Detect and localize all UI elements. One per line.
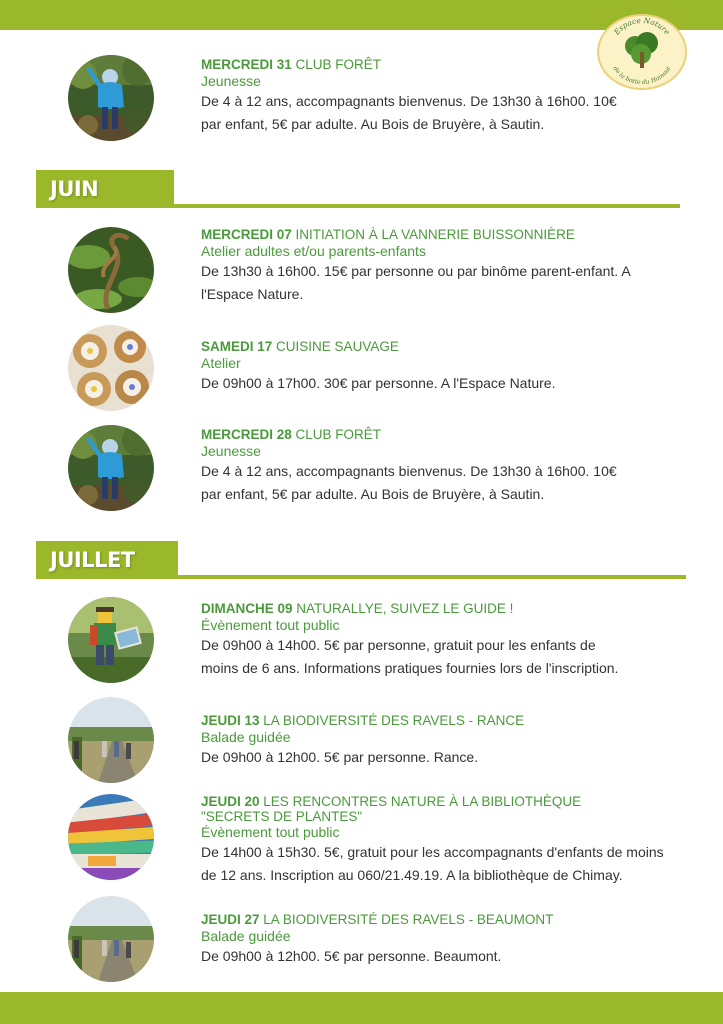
divider (178, 575, 686, 579)
event-headline (201, 601, 716, 617)
event-photo (68, 55, 154, 141)
bottom-color-bar (0, 992, 723, 1024)
event-photo (68, 794, 154, 880)
event-title: NATURALLYE, SUIVEZ LE GUIDE ! (296, 601, 514, 616)
event-title: CLUB FORÊT (295, 57, 382, 72)
event-date: MERCREDI 07 (201, 227, 292, 242)
svg-text:Espace Nature: Espace Nature (612, 16, 672, 37)
event-description: De 4 à 12 ans, accompagnants bienvenus. De 13h30 à 16h00. 10€ par enfant, 5€ par adulte. Au Bois de Bruyère, à Sautin. (201, 463, 617, 502)
event-title: LES RENCONTRES NATURE À LA BIBLIOTHÈQUE (263, 794, 582, 809)
event-headline (201, 427, 716, 443)
event-description: De 14h00 à 15h30. 5€, gratuit pour les accompagnants d'enfants de moins de 12 ans. Inscription au 060/21.49.19. A la bibliothèque de Chimay. (201, 844, 664, 883)
event-date: SAMEDI 17 (201, 339, 273, 354)
event-subtitle: Évènement tout public (201, 617, 340, 633)
event-headline (201, 339, 716, 355)
event-subtitle: Balade guidée (201, 928, 291, 944)
event-photo (68, 597, 154, 683)
event-headline (201, 713, 716, 729)
event-subtitle: Jeunesse (201, 73, 261, 89)
event-date: JEUDI 13 (201, 713, 260, 728)
event-photo (68, 325, 154, 411)
event-photo (68, 425, 154, 511)
event-date: MERCREDI 28 (201, 427, 292, 442)
month-label: JUILLET (36, 541, 178, 579)
event-title-line-2: "SECRETS DE PLANTES" (201, 809, 363, 824)
month-label: JUIN (36, 170, 174, 208)
event-photo (68, 227, 154, 313)
event-description: De 4 à 12 ans, accompagnants bienvenus. De 13h30 à 16h00. 10€ par enfant, 5€ par adulte. Au Bois de Bruyère, à Sautin. (201, 93, 617, 132)
event-date: DIMANCHE 09 (201, 601, 293, 616)
event-title: LA BIODIVERSITÉ DES RAVELS - BEAUMONT (263, 912, 554, 927)
event-title: INITIATION À LA VANNERIE BUISSONNIÈRE (295, 227, 575, 242)
event-subtitle: Atelier (201, 355, 241, 371)
event-description: De 13h30 à 16h00. 15€ par personne ou par binôme parent-enfant. A l'Espace Nature. (201, 263, 631, 302)
event-headline (201, 227, 716, 243)
event-description: De 09h00 à 14h00. 5€ par personne, gratuit pour les enfants de moins de 6 ans. Informations pratiques fournies lors de l'inscription. (201, 637, 619, 676)
svg-text:de la botte du Hainaut: de la botte du Hainaut (611, 65, 673, 87)
event-title: LA BIODIVERSITÉ DES RAVELS - RANCE (263, 713, 525, 728)
event-headline (201, 912, 716, 928)
event-date: JEUDI 27 (201, 912, 260, 927)
event-date: JEUDI 20 (201, 794, 260, 809)
event-photo (68, 697, 154, 783)
event-description: De 09h00 à 17h00. 30€ par personne. A l'Espace Nature. (201, 375, 556, 391)
event-subtitle: Atelier adultes et/ou parents-enfants (201, 243, 426, 259)
event-photo (68, 896, 154, 982)
event-title: CUISINE SAUVAGE (276, 339, 399, 354)
divider (174, 204, 680, 208)
event-subtitle: Jeunesse (201, 443, 261, 459)
event-date: MERCREDI 31 (201, 57, 292, 72)
event-subtitle: Évènement tout public (201, 824, 340, 840)
event-subtitle: Balade guidée (201, 729, 291, 745)
event-description: De 09h00 à 12h00. 5€ par personne. Rance. (201, 749, 479, 765)
event-headline (201, 57, 716, 73)
event-title: CLUB FORÊT (295, 427, 382, 442)
event-headline (201, 794, 716, 809)
event-description: De 09h00 à 12h00. 5€ par personne. Beaumont. (201, 948, 502, 964)
